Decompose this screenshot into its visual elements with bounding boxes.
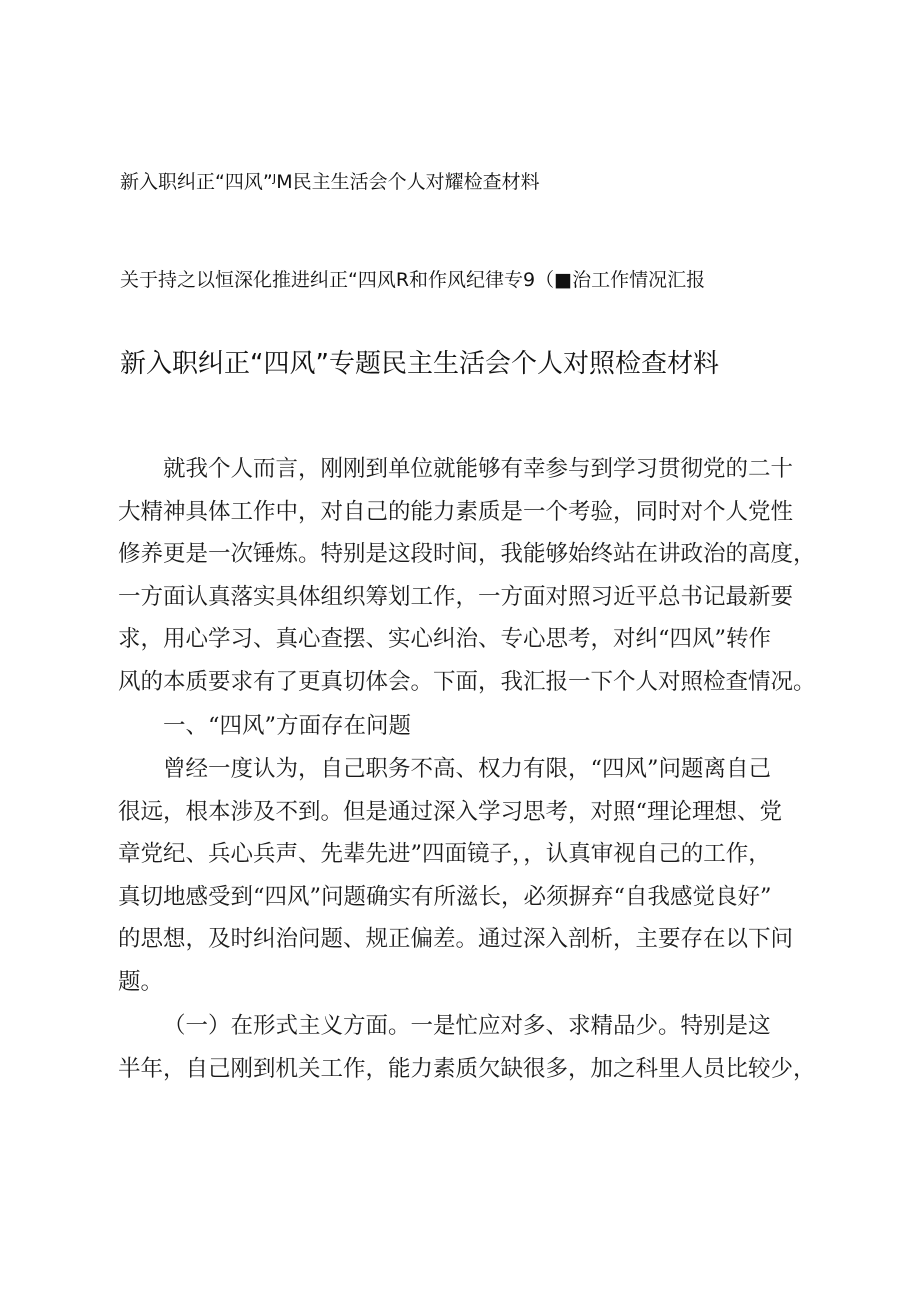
text-line: 章党纪、兵心兵声、先辈先进”四面镜子，，认真审视自己的工作，	[118, 841, 771, 868]
paragraph-formalism	[118, 1005, 818, 1090]
text-line: （一）在形式主义方面。一是忙应对多、求精品少。特别是这	[163, 1013, 771, 1039]
text-line: 半年，自己刚到机关工作，能力素质欠缺很多，加之科里人员比较少，	[118, 1055, 816, 1082]
text-line: 曾经一度认为，自己职务不高、权力有限，“四风”问题离自己	[163, 756, 772, 782]
text-line: 的思想，及时纠治问题、规正偏差。通过深入剖析，主要存在以下问	[118, 926, 794, 953]
text-line: 就我个人而言，刚刚到单位就能够有幸参与到学习贯彻党的二十	[163, 456, 794, 482]
text-line: 修养更是一次锤炼。特别是这段时间，我能够始终站在讲政治的高度，	[118, 541, 816, 568]
toc-entry-1[interactable]: 新入职纠正“四风”ᴶM民主生活会个人对耀检查材料	[120, 171, 540, 193]
text-line: 风的本质要求有了更真切体会。下面，我汇报一下个人对照检查情况。	[118, 668, 816, 695]
text-line: 很远，根本涉及不到。但是通过深入学习思考，对照“理论理想、党	[118, 798, 783, 825]
text-line: 真切地感受到“四风”问题确实有所滋长，必须摒弃“自我感觉良好”	[118, 883, 772, 910]
toc-entry-2[interactable]: 关于持之以恒深化推进纠正“四风R和作风纪律专9（■治工作情况汇报	[120, 269, 706, 291]
paragraph-problems	[118, 748, 818, 1004]
document-title: 新入职纠正“四风”专题民主生活会个人对照检查材料	[120, 349, 719, 379]
section-heading-text: 一、“四风”方面存在问题	[163, 713, 412, 739]
section-heading-1	[118, 705, 818, 748]
text-line: 大精神具体工作中，对自己的能力素质是一个考验，同时对个人党性	[118, 498, 794, 525]
text-line: 一方面认真落实具体组织筹划工作，一方面对照习近平总书记最新要	[118, 583, 794, 610]
text-line: 求，用心学习、真心查摆、实心纠治、专心思考，对纠“四风”转作	[118, 626, 772, 653]
paragraph-intro	[118, 448, 818, 704]
text-line: 题。	[118, 968, 164, 995]
